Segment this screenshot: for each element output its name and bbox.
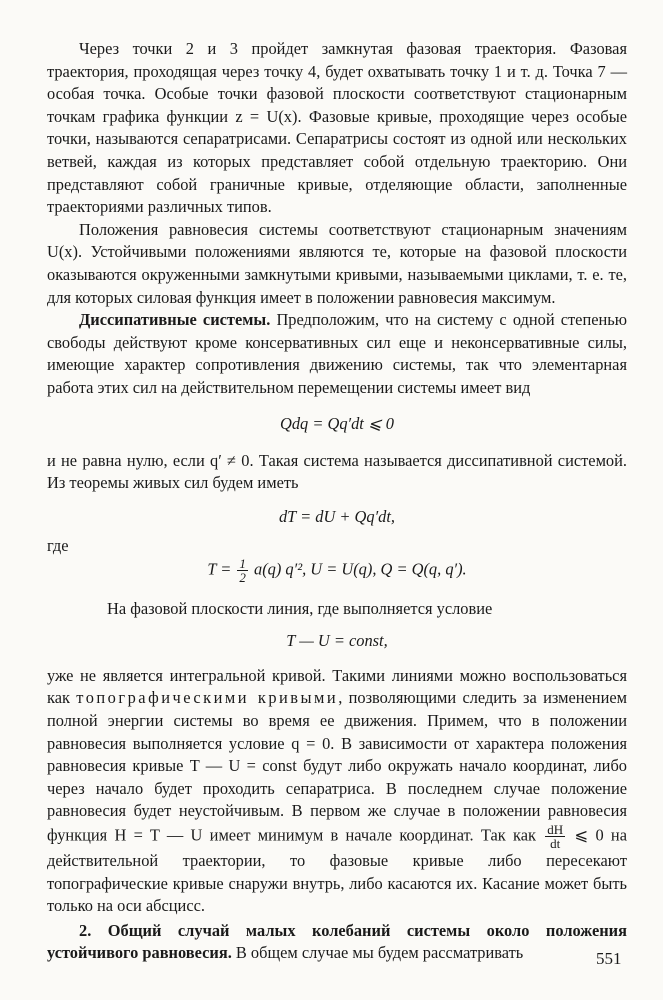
paragraph-dissipative: [47, 309, 627, 399]
word-where: где: [47, 535, 69, 555]
section-heading-dissipative: Диссипативные системы.: [79, 310, 271, 330]
formula-work: Qdq = Qq′dt ⩽ 0: [280, 413, 394, 433]
fraction-denominator: 2: [239, 570, 246, 586]
formula-energy-theorem: dT = dU + Qq′dt,: [278, 506, 396, 526]
paragraph-small-oscillations: [47, 920, 627, 965]
formula-constant-energy: T — U = const,: [286, 630, 388, 650]
paragraph-not-zero: и не равна нулю, если q′ ≠ 0. Такая система называется диссипативной системой. Из теоремы живых сил будем иметь: [47, 450, 627, 493]
formula-definitions-right: a(q) q′², U = U(q), Q = Q(q, q′).: [249, 559, 467, 579]
fraction-dh-dt: [545, 823, 565, 850]
paragraph-small-oscillations-text: В общем случае мы будем рассматривать: [231, 943, 524, 963]
page-number: 551: [596, 949, 622, 968]
paragraph-topographic-c: ⩽ 0 на действительной траектории, то фазовые кривые либо пересекают топографические кривые снаружи внутрь, либо касаются их. Касание может быть только на оси абсцисс.: [47, 825, 627, 916]
formula-definitions-left: T =: [207, 559, 236, 579]
formula-definitions: [47, 557, 627, 584]
paragraph-phase-trajectories: Через точки 2 и 3 пройдет замкнутая фазовая траектория. Фазовая траектория, проходящая через точку 4, будет охватывать точку 1 и т. д. Точка 7 — особая точка. Особые точки фазовой плоскости соответствуют стационарным точкам графика функции z = U(x). Фазовые кривые, проходящие через особые точки, называются сепаратрисами. Сепаратрисы состоят из одной или нескольких ветвей, каждая из которых представляет собой отдельную траекторию. Они представляют собой граничные кривые, отделяющие области, заполненные траекториями различных типов.: [47, 39, 627, 217]
section-heading-small-oscillations: 2. Общий случай малых колебаний системы около положения устойчивого равновесия.: [47, 920, 627, 963]
fraction-dt: dt: [550, 836, 561, 852]
paragraph-topographic: [47, 665, 627, 918]
paragraph-topographic-b: , позволяющими следить за изменением полной энергии системы во время ее движения. Примем, что в положении равновесия выполняется условие q = 0. В зависимости от характера положения равновесия кривые T — U = const будут либо окружать начало координат, либо через начало будет проходить сепаратриса. В последнем случае положение равновесия будет неустойчивым. В первом же случае в положении равновесия функция H = T — U имеет минимум в начале координат. Так как: [47, 688, 627, 845]
fraction-numerator: 1: [239, 556, 246, 572]
paragraph-phase-line: На фазовой плоскости линия, где выполняется условие: [107, 599, 493, 619]
fraction-dh: dH: [547, 822, 564, 838]
paragraph-dissipative-text: Предположим, что на систему с одной степенью свободы действуют кроме консервативных сил еще и неконсервативные силы, имеющие характер сопротивления движению системы, так что элементарная работа этих сил на действительном перемещении системы имеет вид: [47, 310, 627, 397]
paragraph-equilibrium: Положения равновесия системы соответствуют стационарным значениям U(x). Устойчивыми положениями являются те, которые на фазовой плоскости оказываются окруженными замкнутыми кривыми, называемыми циклами, т. е. те, для которых силовая функция имеет в положении равновесия максимум.: [47, 219, 627, 307]
fraction-one-half: [237, 557, 248, 584]
term-topographic-curves: топографическими кривыми: [76, 688, 339, 708]
page-body: [47, 38, 627, 965]
paragraph-topographic-a: уже не является интегральной кривой. Такими линиями можно воспользоваться как: [47, 665, 627, 708]
